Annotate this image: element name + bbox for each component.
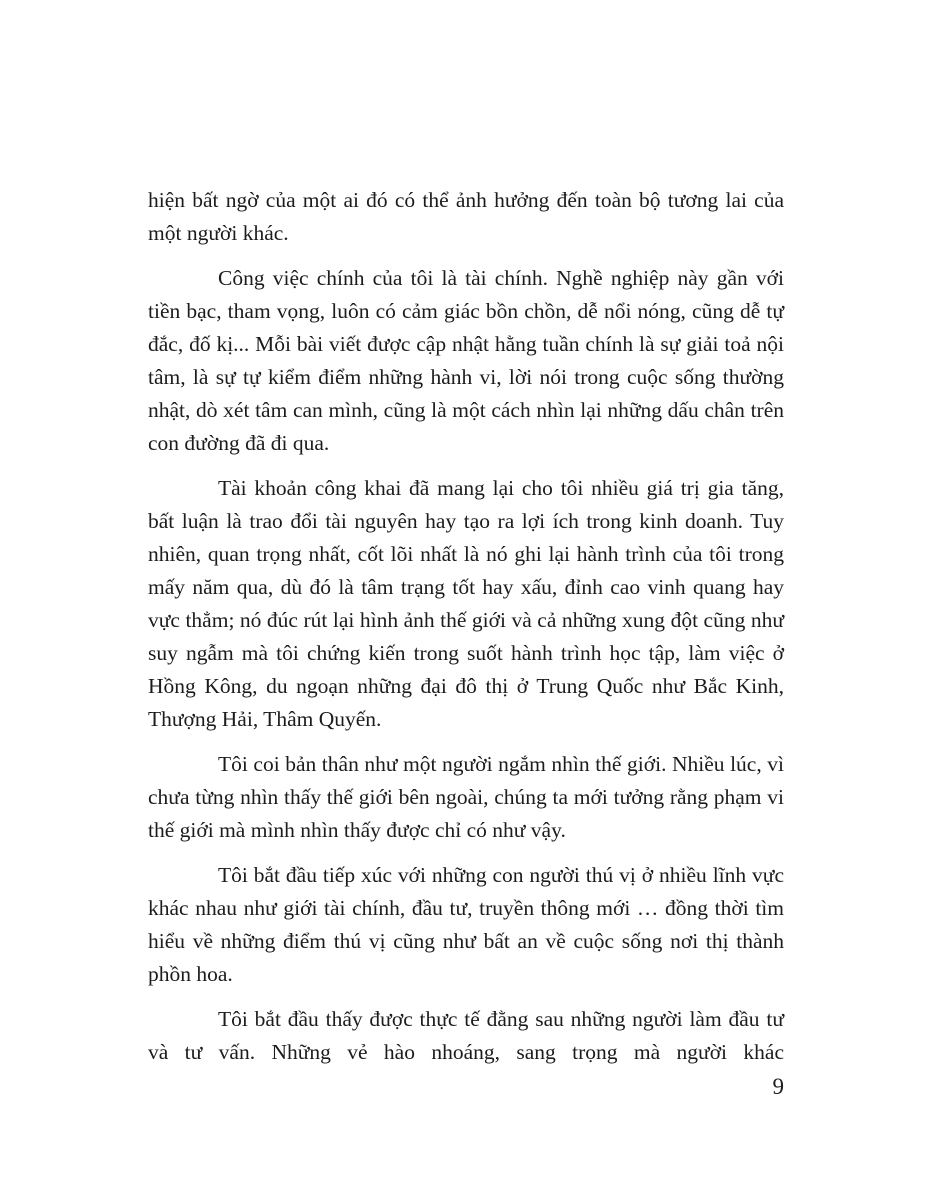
paragraph: Tôi coi bản thân như một người ngắm nhìn thế giới. Nhiều lúc, vì chưa từng nhìn thấy thế giới bên ngoài, chúng ta mới tưởng rằng phạm vi thế giới mà mình nhìn thấy được chỉ có như vậy.: [148, 752, 784, 842]
paragraph: hiện bất ngờ của một ai đó có thể ảnh hưởng đến toàn bộ tương lai của một người khác.: [148, 188, 784, 245]
body-text: [148, 184, 784, 1081]
paragraph: Tôi bắt đầu thấy được thực tế đằng sau những người làm đầu tư và tư vấn. Những vẻ hào nhoáng, sang trọng mà người khác: [148, 1007, 784, 1064]
page-number: 9: [772, 1074, 784, 1099]
paragraph: Tôi bắt đầu tiếp xúc với những con người thú vị ở nhiều lĩnh vực khác nhau như giới tài chính, đầu tư, truyền thông mới … đồng thời tìm hiểu về những điểm thú vị cũng như bất an về cuộc sống nơi thị thành phồn hoa.: [148, 863, 784, 986]
paragraph: Tài khoản công khai đã mang lại cho tôi nhiều giá trị gia tăng, bất luận là trao đổi tài nguyên hay tạo ra lợi ích trong kinh doanh. Tuy nhiên, quan trọng nhất, cốt lõi nhất là nó ghi lại hành trình của tôi trong mấy năm qua, dù đó là tâm trạng tốt hay xấu, đỉnh cao vinh quang hay vực thẳm; nó đúc rút lại hình ảnh thế giới và cả những xung đột cũng như suy ngẫm mà tôi chứng kiến trong suốt hành trình học tập, làm việc ở Hồng Kông, du ngoạn những đại đô thị ở Trung Quốc như Bắc Kinh, Thượng Hải, Thâm Quyến.: [148, 476, 784, 731]
paragraph: Công việc chính của tôi là tài chính. Nghề nghiệp này gần với tiền bạc, tham vọng, luôn có cảm giác bồn chồn, dễ nổi nóng, cũng dễ tự đắc, đố kị... Mỗi bài viết được cập nhật hằng tuần chính là sự giải toả nội tâm, là sự tự kiểm điểm những hành vi, lời nói trong cuộc sống thường nhật, dò xét tâm can mình, cũng là một cách nhìn lại những dấu chân trên con đường đã đi qua.: [148, 266, 784, 455]
